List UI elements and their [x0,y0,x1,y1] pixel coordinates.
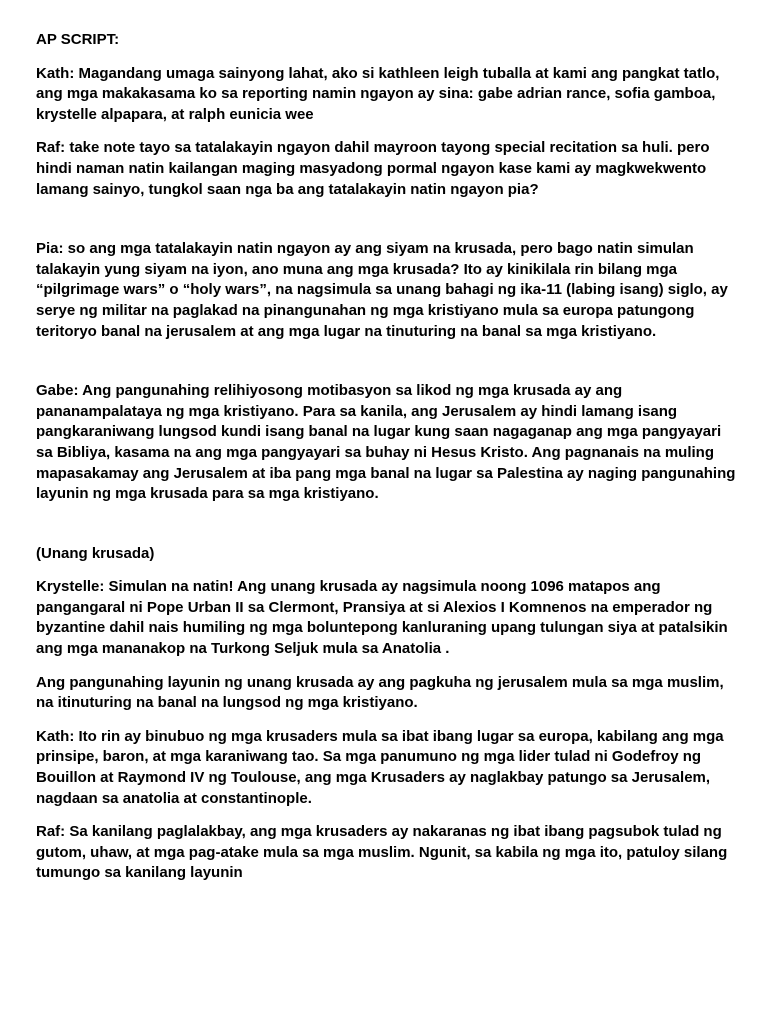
document-page [36,30,736,897]
paragraph-layunin: Ang pangunahing layunin ng unang krusada ay ang pagkuha ng jerusalem mula sa mga muslim, na itinuturing na banal na lungsod ng mga kristiyano. [36,673,724,712]
paragraph-pia: Pia: so ang mga tatalakayin natin ngayon ay ang siyam na krusada, pero bago natin simulan talakayin yung siyam na iyon, ano muna ang mga krusada? Ito ay kinikilala rin bilang mga “pilgrimage wars” o “holy wars”, na nagsimula sa unang bahagi ng ika-11 (labing isang) siglo, ay serye ng militar na paglakad na pinangunahan ng mga kristiyano mula sa europa patungong teritoryo banal na jerusalem at ang mga lugar na tinuturing na banal sa mga kristiyano. [36,240,728,340]
paragraph-raf-intro: Raf: take note tayo sa tatalakayin ngayon dahil mayroon tayong special recitation sa huli. pero hindi naman natin kailangan maging masyadong pormal ngayon kase kami ay magkwekwento lamang sainyo, tungkol saan nga ba ang tatalakayin natin ngayon pia? [36,139,710,198]
section-heading-unang-krusada: (Unang krusada) [36,544,155,562]
paragraph-kath-krusaders: Kath: Ito rin ay binubuo ng mga krusaders mula sa ibat ibang lugar sa europa, kabilang ang mga prinsipe, baron, at mga karaniwang tao. Sa mga panumuno ng mga lider tulad ni Godefroy ng Bouillon at Raymond IV ng Toulouse, ang mga Krusaders ay naglakbay patungo sa Jerusalem, nagdaan sa anatolia at constantinople. [36,727,724,807]
document-title: AP SCRIPT: [36,31,120,48]
paragraph-krystelle: Krystelle: Simulan na natin! Ang unang krusada ay nagsimula noong 1096 matapos ang pangangaral ni Pope Urban II sa Clermont, Pransiya at si Alexios I Komnenos na emperador ng byzantine dahil nais humiling ng mga boluntерong kanluraning upang tulungan siya at patalsikin ang mga mananakop na Turkong Seljuk mula sa Anatolia . [36,578,728,658]
paragraph-raf-paglalakbay: Raf: Sa kanilang paglalakbay, ang mga krusaders ay nakaranas ng ibat ibang pagsubok tulad ng gutom, uhaw, at mga pag-atake mula sa mga muslim. Ngunit, sa kabila ng mga ito, patuloy silang tumungo sa kanilang layunin [36,823,728,882]
paragraph-gabe: Gabe: Ang pangunahing relihiyosong motibasyon sa likod ng mga krusada ay ang pananampalataya ng mga kristiyano. Para sa kanila, ang Jerusalem ay hindi lamang isang pangkaraniwang lungsod kundi isang banal na lugar kung saan nagaganap ang mga pangyayari sa Bibliya, kasama na ang mga pangyayari sa buhay ni Hesus Kristo. Ang pagnanais na muling mapasakamay ang Jerusalem at iba pang mga banal na lugar sa Palestina ay naging pangunahing layunin ng mga krusada para sa mga kristiyano. [36,382,736,503]
paragraph-kath-intro: Kath: Magandang umaga sainyong lahat, ako si kathleen leigh tuballa at kami ang pangkat tatlo, ang mga makakasama ko sa reporting namin ngayon ay sina: gabe adrian rance, sofia gamboa, krystelle alpapara, at ralph eunicia wee [36,64,720,123]
